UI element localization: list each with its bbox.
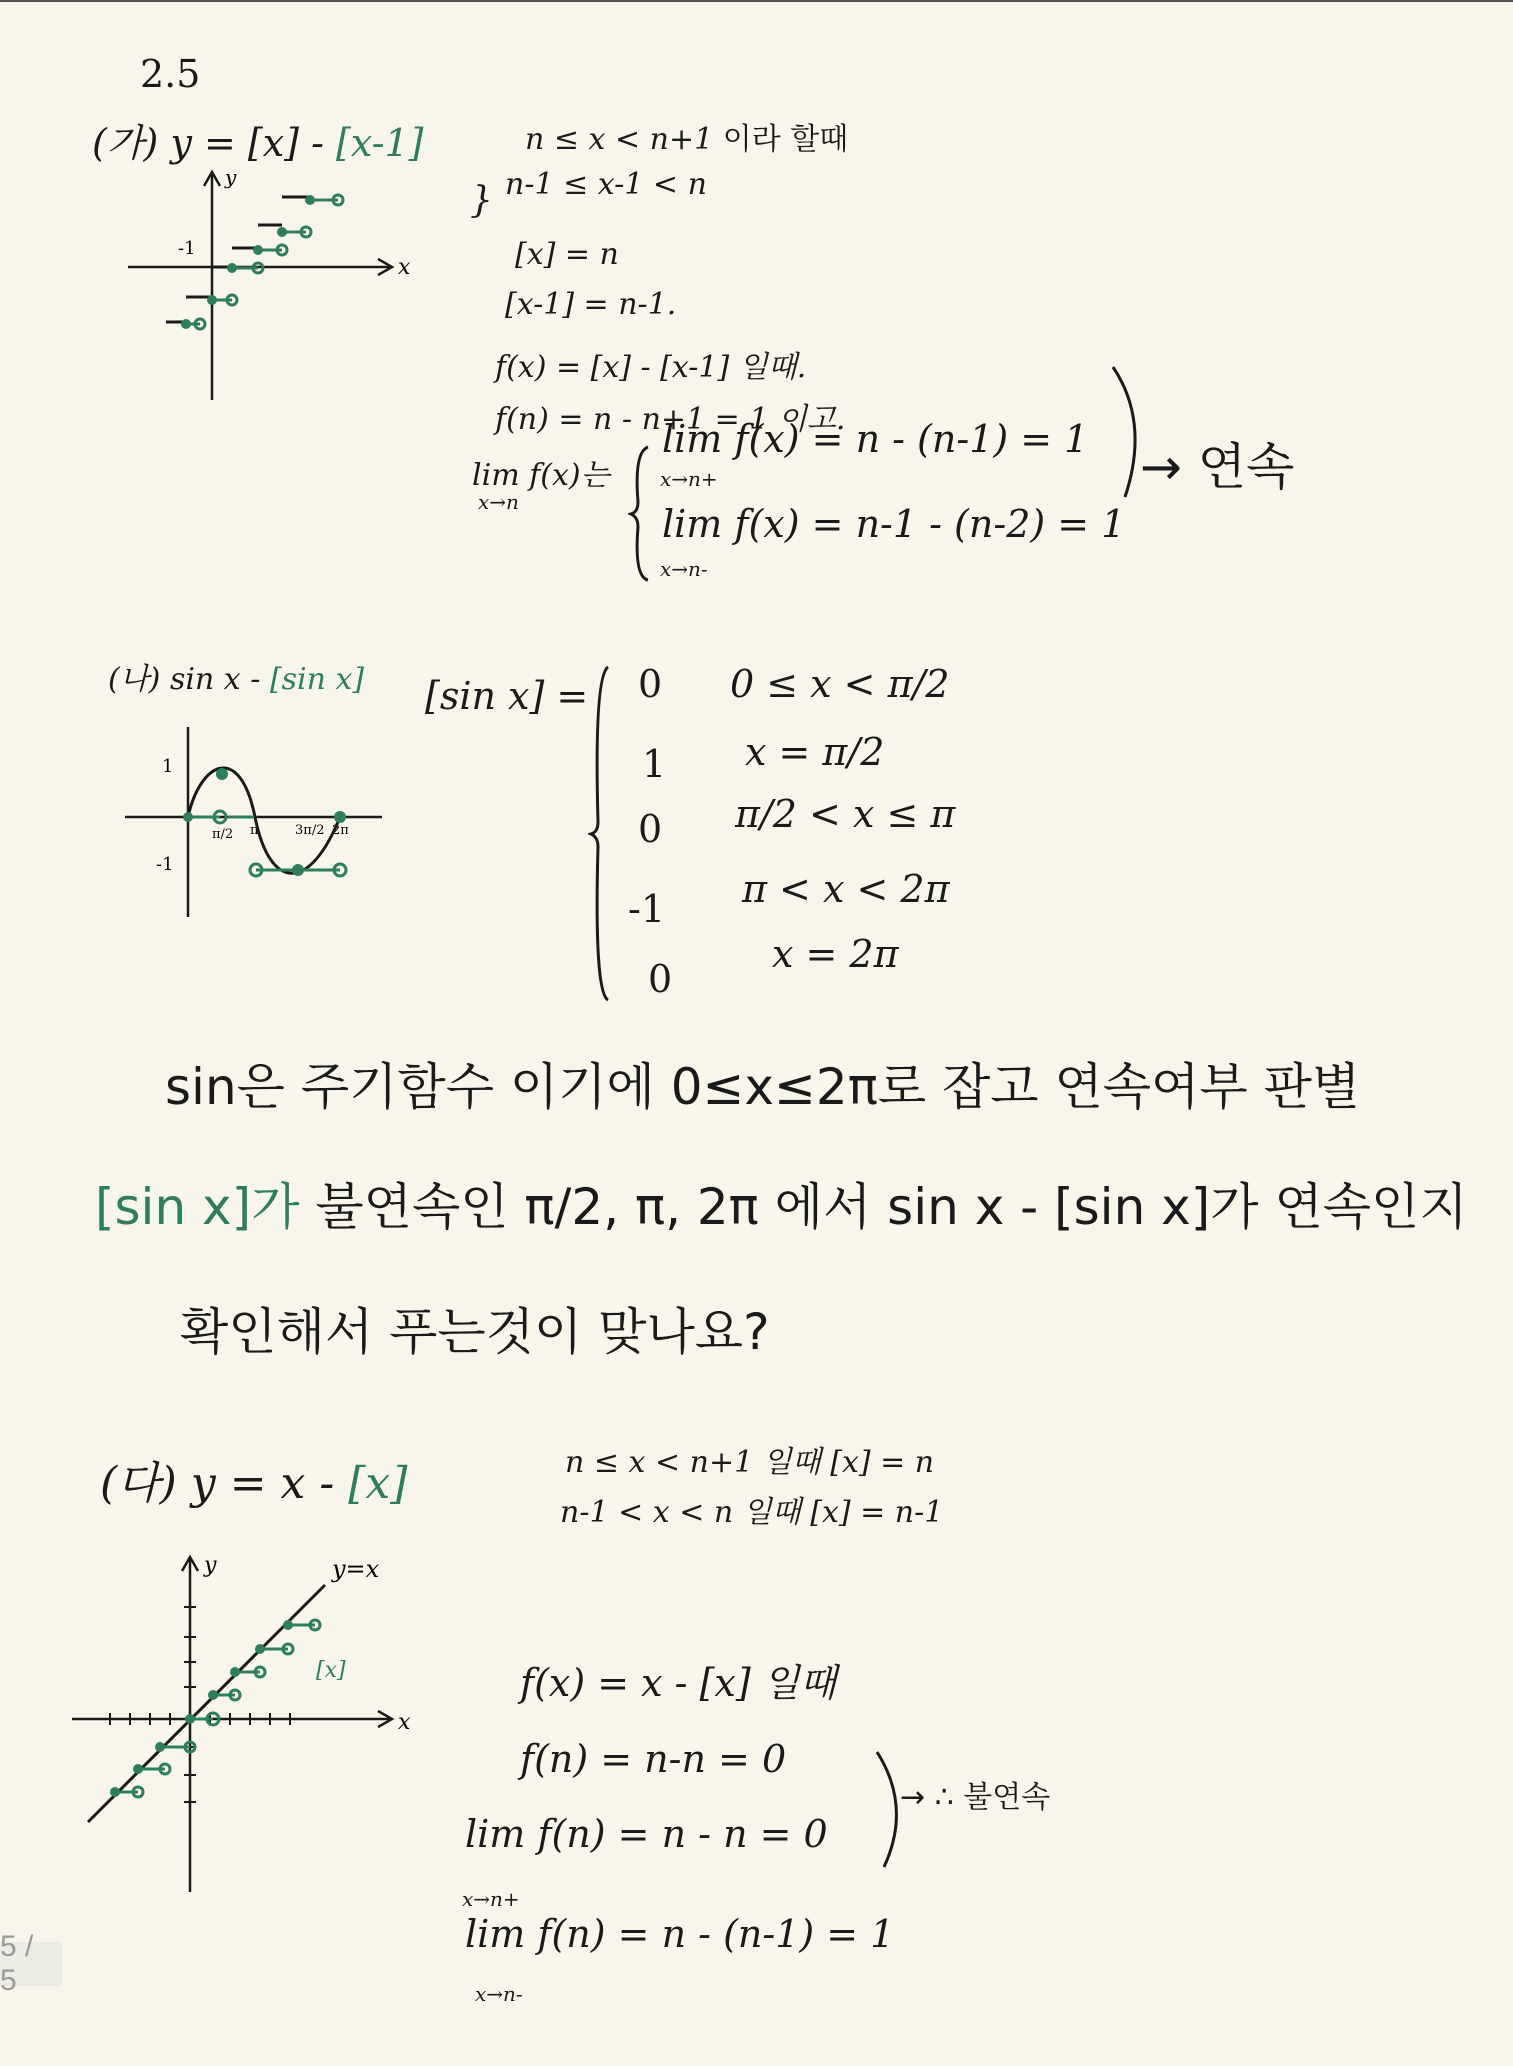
part-da-f-at-n: f(n) = n-n = 0 bbox=[520, 1737, 787, 1781]
part-ga-lim-minus: lim f(x) = n-1 - (n-2) = 1 bbox=[662, 502, 1126, 546]
part-ga-cases-brace bbox=[628, 442, 658, 582]
part-da-lim-minus: lim f(n) = n - (n-1) = 1 bbox=[465, 1912, 895, 1956]
part-na-tick-2pi: 2π bbox=[332, 823, 349, 838]
part-ga-label: (가) bbox=[92, 121, 159, 165]
part-na-case2-cond: x = π/2 bbox=[745, 730, 885, 774]
page-indicator: 5 / 5 bbox=[0, 1942, 62, 1986]
part-ga-title bbox=[92, 112, 423, 167]
part-da-floor-label: [x] bbox=[316, 1658, 346, 1683]
part-na-floor-sin: [sin x] = bbox=[425, 674, 589, 718]
part-da-x-label: x bbox=[398, 1710, 411, 1735]
part-da-lim-minus-under: x→n- bbox=[475, 1982, 523, 2006]
part-ga-x-label: x bbox=[398, 255, 411, 280]
part-ga-case2: n-1 ≤ x-1 < n bbox=[505, 167, 707, 202]
part-ga-lim-label: lim f(x)는 bbox=[472, 458, 610, 493]
part-da-lim-plus-under: x→n+ bbox=[462, 1887, 520, 1911]
part-ga-case1: n ≤ x < n+1 이라 할때 bbox=[525, 122, 849, 157]
part-na-title: (나) sin x - [sin x] bbox=[108, 662, 365, 697]
note-line2-green: [sin x]가 bbox=[95, 1178, 300, 1236]
part-da-graph bbox=[70, 1547, 410, 1897]
part-na-case3-value: 0 bbox=[638, 807, 663, 851]
part-na-case2-value: 1 bbox=[642, 742, 667, 786]
part-da-case1: n ≤ x < n+1 일때 [x] = n bbox=[565, 1445, 935, 1480]
part-da-def-f: f(x) = x - [x] 일때 bbox=[520, 1661, 837, 1705]
part-ga-graph bbox=[120, 162, 440, 402]
part-na-tick-3pi-half: 3π/2 bbox=[295, 823, 325, 838]
part-na-tick-pi-half: π/2 bbox=[212, 827, 234, 842]
part-na-case5-value: 0 bbox=[648, 957, 673, 1001]
part-da-lim-plus: lim f(n) = n - n = 0 bbox=[465, 1812, 828, 1856]
part-ga-lim-plus-under: x→n+ bbox=[660, 467, 718, 491]
part-ga-f-at-n: f(n) = n - n+1 = 1 이고. bbox=[495, 402, 846, 437]
part-na-case1-value: 0 bbox=[638, 662, 663, 706]
problem-number: 2.5 bbox=[140, 52, 201, 96]
note-line2 bbox=[95, 1167, 1468, 1239]
part-na-case3-cond: π/2 < x ≤ π bbox=[735, 792, 956, 836]
part-ga-floor-x: [x] = n bbox=[515, 237, 619, 272]
part-ga-function: y = [x] - bbox=[170, 121, 324, 165]
part-na-case4-value: -1 bbox=[628, 887, 666, 931]
part-na-case5-cond: x = 2π bbox=[772, 932, 899, 976]
part-na-graph bbox=[120, 722, 400, 922]
part-ga-y-label: y bbox=[225, 165, 237, 189]
part-da-title: (다) y = x - [x] bbox=[100, 1458, 408, 1509]
part-ga-def-f: f(x) = [x] - [x-1] 일때. bbox=[495, 350, 807, 385]
part-na-case1-cond: 0 ≤ x < π/2 bbox=[730, 662, 950, 706]
note-line1: sin은 주기함수 이기에 0≤x≤2π로 잡고 연속여부 판별 bbox=[165, 1058, 1361, 1116]
part-ga-conclusion: → 연속 bbox=[1140, 438, 1295, 496]
part-da-conclusion: → ∴ 불연속 bbox=[900, 1780, 1051, 1815]
part-da-line-label: y=x bbox=[332, 1555, 380, 1583]
part-na-case4-cond: π < x < 2π bbox=[742, 867, 950, 911]
part-ga-tick-neg1: -1 bbox=[178, 238, 196, 259]
part-ga-lim-minus-under: x→n- bbox=[660, 557, 708, 581]
part-na-tick-neg1: -1 bbox=[156, 854, 174, 875]
note-line3: 확인해서 푸는것이 맞나요? bbox=[180, 1303, 770, 1361]
part-ga-floor-x1: [x-1] = n-1. bbox=[505, 287, 677, 322]
note-line2-rest: 불연속인 π/2, π, 2π 에서 sin x - [sin x]가 연속인지 bbox=[315, 1178, 1468, 1236]
part-na-tick-pi: π bbox=[250, 823, 259, 838]
brace-ga-cases: } bbox=[470, 180, 493, 221]
part-ga-lim-under: x→n bbox=[478, 490, 519, 514]
part-na-cases-brace bbox=[588, 662, 618, 1002]
part-ga-function-green: [x-1] bbox=[336, 121, 424, 165]
part-da-case2: n-1 < x < n 일때 [x] = n-1 bbox=[560, 1495, 944, 1530]
part-na-tick-1: 1 bbox=[162, 756, 174, 777]
part-da-y-label: y bbox=[204, 1553, 217, 1578]
part-ga-lim-plus: lim f(x) = n - (n-1) = 1 bbox=[662, 417, 1089, 461]
